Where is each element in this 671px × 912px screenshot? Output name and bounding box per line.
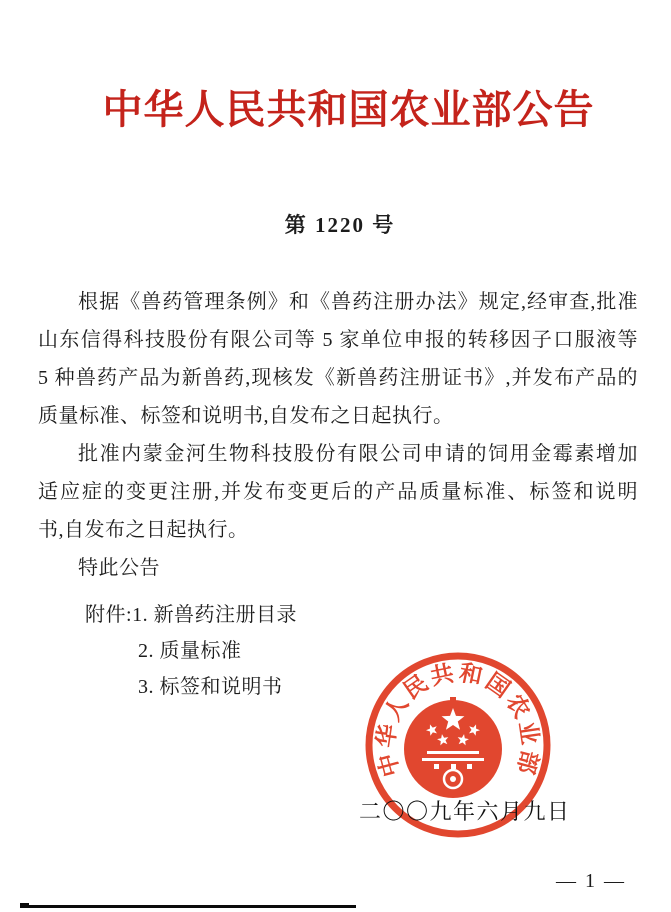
body-line: 5 种兽药产品为新兽药,现核发《新兽药注册证书》,并发布产品的 xyxy=(38,367,638,389)
attachments-line xyxy=(38,597,638,633)
attachment-item: 3. 标签和说明书 xyxy=(138,676,283,698)
body-line: 山东信得科技股份有限公司等 5 家单位申报的转移因子口服液等 xyxy=(38,329,638,351)
closing-line: 特此公告 xyxy=(78,557,160,579)
body-line: 适应症的变更注册,并发布变更后的产品质量标准、标签和说明 xyxy=(38,481,638,503)
attachments-label: 附件: xyxy=(85,604,133,626)
body-line: 书,自发布之日起执行。 xyxy=(38,519,249,541)
body-line: 根据《兽药管理条例》和《兽药注册办法》规定,经审查,批准 xyxy=(78,291,638,313)
body-line: 批准内蒙金河生物科技股份有限公司申请的饲用金霉素增加 xyxy=(78,443,638,465)
date-line: 二〇〇九年六月九日 xyxy=(359,799,571,824)
doc-number: 第 1220 号 xyxy=(284,213,396,237)
scan-artifact-bar xyxy=(20,905,356,908)
page-title: 中华人民共和国农业部公告 xyxy=(102,87,595,132)
seal-ring-text: 中华人民共和国农业部 xyxy=(373,660,543,780)
announcement-body xyxy=(38,283,638,705)
national-emblem-icon xyxy=(404,697,502,798)
scan-artifact-nub xyxy=(20,903,29,908)
body-line: 质量标准、标签和说明书,自发布之日起执行。 xyxy=(38,405,454,427)
page-number: — 1 — xyxy=(556,870,626,892)
attachment-item: 1. 新兽药注册目录 xyxy=(132,604,298,626)
attachment-item: 2. 质量标准 xyxy=(138,640,242,662)
